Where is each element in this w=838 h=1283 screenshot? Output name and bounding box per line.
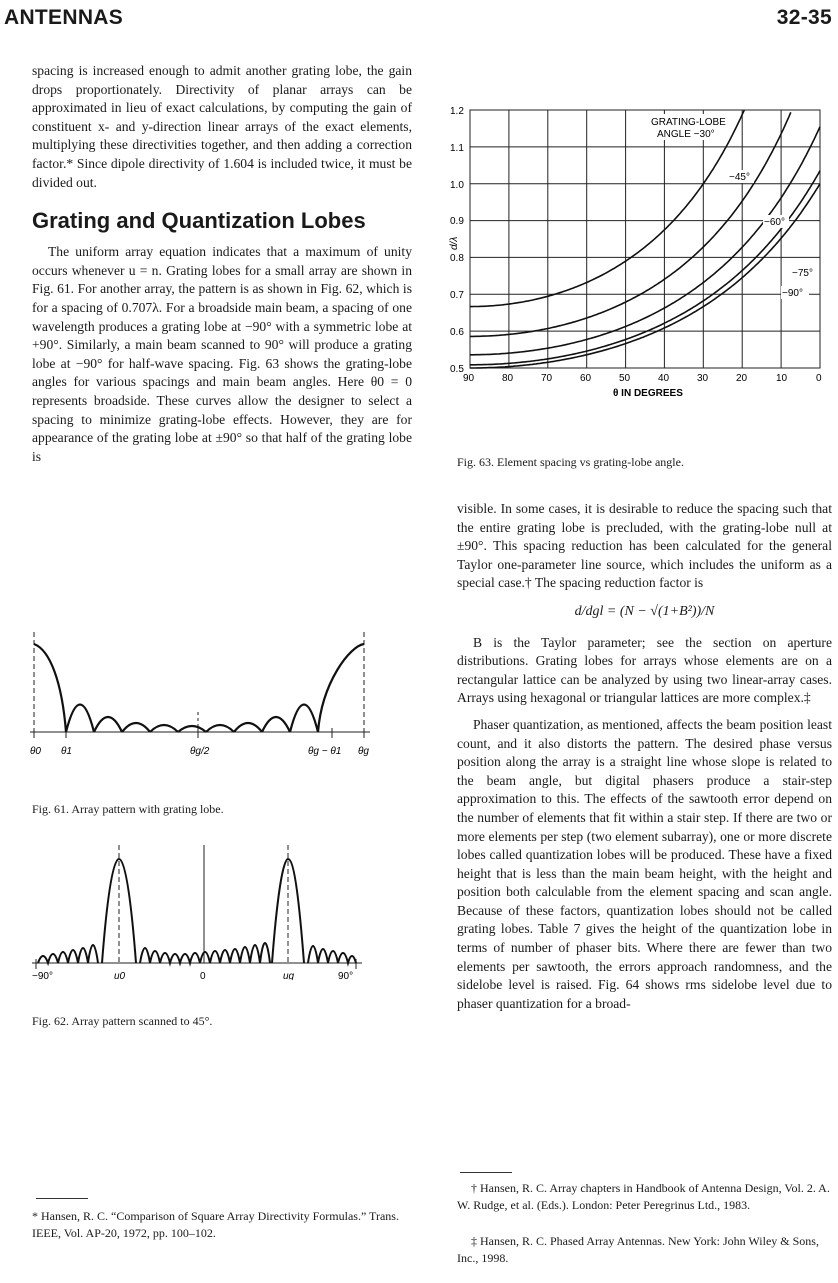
right-column xyxy=(457,500,832,1013)
tick-label: θg − θ1 xyxy=(308,746,342,757)
footnote: ‡ Hansen, R. C. Phased Array Antennas. New York: John Wiley & Sons, Inc., 1998. xyxy=(457,1234,819,1265)
x-tick-label: 20 xyxy=(736,373,748,384)
spacing-reduction-formula: d/dgl = (N − √(1+B²))/N xyxy=(574,603,715,619)
paragraph: Phaser quantization, as mentioned, affects the beam position least count, and it also distorts the pattern. The desired phase versus position along the array is a straight line whose slope is related to the beam angle, but digital phasers produce a stair-step approximation to this. The effects of the sawtooth error depend on the number of elements that fit within a stair step. If there are two or more elements per step (two element subarray), one or more discrete lobes called quantization lobes will be produced. These have a fixed height that is less than the main beam height, with the height and position both calculable from the element spacing and scan angle. Because of these factors, quantization lobes should not be called grating lobes. Table 7 gives the height of the quantization lobe in terms of number of phaser bits. Where there are fewer than two elements per sawtooth, the errors approach randomness, and the sidelobe level is raised. Fig. 64 shows rms sidelobe level due to phaser quantization for a broad- xyxy=(457,716,832,1011)
tick-label: u0 xyxy=(114,971,126,980)
y-tick-label: 0.8 xyxy=(450,253,464,264)
curve-label: ANGLE −30° xyxy=(657,129,715,140)
y-tick-label: 1.2 xyxy=(450,106,464,117)
x-tick-label: 30 xyxy=(697,373,709,384)
figure-63-spacing-chart xyxy=(445,100,838,440)
curve-label: GRATING-LOBE xyxy=(651,117,726,128)
y-tick-label: 0.5 xyxy=(450,364,464,375)
tick-label: −90° xyxy=(32,971,53,980)
y-tick-label: 0.7 xyxy=(450,290,464,301)
y-tick-label: 0.6 xyxy=(450,327,464,338)
curve-label: −45° xyxy=(729,172,750,183)
y-axis-label: d/λ xyxy=(449,236,460,250)
paragraph: The uniform array equation indicates that a maximum of unity occurs whenever u = n. Grating lobes for a small array are shown in Fig. 61. For another array, the pattern is as shown in Fig. 62, which is for a spacing of 0.707λ. For a broadside main beam, a spacing of one wavelength produces a grating lobe at −90° with a symmetric lobe at +90°. Similarly, a main beam scanned to 90° will produce a grating lobe at −90° for half-wave spacing. Fig. 63 shows the grating-lobe angles for various spacings and main beam angles. Here θ0 = 0 represents broadside. These curves allow the designer to select a spacing to minimize grating-lobe effects. However, they are for appearance of the grating lobe at ±90° so that half of the grating lobe is xyxy=(32,244,412,464)
tick-label: θ0 xyxy=(30,746,41,757)
x-tick-label: 80 xyxy=(502,373,514,384)
x-axis-label: θ IN DEGREES xyxy=(613,388,683,399)
figure-caption: Fig. 61. Array pattern with grating lobe. xyxy=(32,802,224,816)
curve-label: −90° xyxy=(782,288,803,299)
x-tick-label: 40 xyxy=(658,373,670,384)
footnote-rule xyxy=(460,1172,512,1173)
tick-label: θg/2 xyxy=(190,746,210,757)
left-column xyxy=(32,62,412,466)
paragraph: B is the Taylor parameter; see the section on aperture distributions. Grating lobes for arrays whose elements are on a rectangular lattice can be analyzed by using two linear-array cases. Arrays using hexagonal or triangular lattices are more complex.‡ xyxy=(457,634,832,706)
paragraph: spacing is increased enough to admit another grating lobe, the gain drops proportionately. Directivity of planar arrays can be approximated in lieu of exact calculations, by computing the gain of constituent x- and y-direction linear arrays of the exact elements, multiplying these directivities together, and then adding a correction factor.* Since dipole directivity of 1.604 is included twice, it must be divided out. xyxy=(32,63,412,190)
footnote: * Hansen, R. C. “Comparison of Square Array Directivity Formulas.” Trans. IEEE, Vol. AP-20, 1972, pp. 100–102. xyxy=(32,1209,399,1240)
curve-label: −75° xyxy=(792,268,813,279)
section-heading: Grating and Quantization Lobes xyxy=(32,208,366,234)
grating-lobe-curve-90 xyxy=(470,184,820,368)
tick-label: θ1 xyxy=(61,746,72,757)
y-tick-label: 0.9 xyxy=(450,216,464,227)
x-tick-label: 70 xyxy=(541,373,553,384)
running-header-left: ANTENNAS xyxy=(4,6,124,29)
figure-61-array-pattern xyxy=(30,632,370,772)
x-tick-label: 10 xyxy=(776,373,788,384)
figure-caption: Fig. 62. Array pattern scanned to 45°. xyxy=(32,1014,213,1028)
curves-group xyxy=(470,110,820,368)
y-tick-label: 1.0 xyxy=(450,180,464,191)
footnote: † Hansen, R. C. Array chapters in Handbook of Antenna Design, Vol. 2. A. W. Rudge, et al. (Eds.). London: Peter Peregrinus Ltd., 1983. xyxy=(457,1181,830,1212)
figure-62-scanned-pattern xyxy=(32,845,362,980)
paragraph: visible. In some cases, it is desirable to reduce the spacing such that the entire grating lobe is precluded, with the grating-lobe null at ±90°. This spacing reduction has been calculated for the general Taylor one-parameter line source, which includes the uniform as a special case.† The spacing reduction factor is xyxy=(457,501,832,591)
y-tick-label: 1.1 xyxy=(450,143,464,154)
x-tick-label: 50 xyxy=(619,373,631,384)
curve-label: −60° xyxy=(764,217,785,228)
x-tick-label: 0 xyxy=(816,373,822,384)
x-tick-label: 60 xyxy=(580,373,592,384)
tick-label: θg xyxy=(358,746,369,757)
footnote-rule xyxy=(36,1198,88,1199)
tick-label: ug xyxy=(283,971,295,980)
figure-caption: Fig. 63. Element spacing vs grating-lobe angle. xyxy=(457,455,684,469)
tick-label: 90° xyxy=(338,971,354,980)
tick-label: 0 xyxy=(200,971,206,980)
page-number: 32-35 xyxy=(776,6,832,29)
x-tick-label: 90 xyxy=(463,373,475,384)
